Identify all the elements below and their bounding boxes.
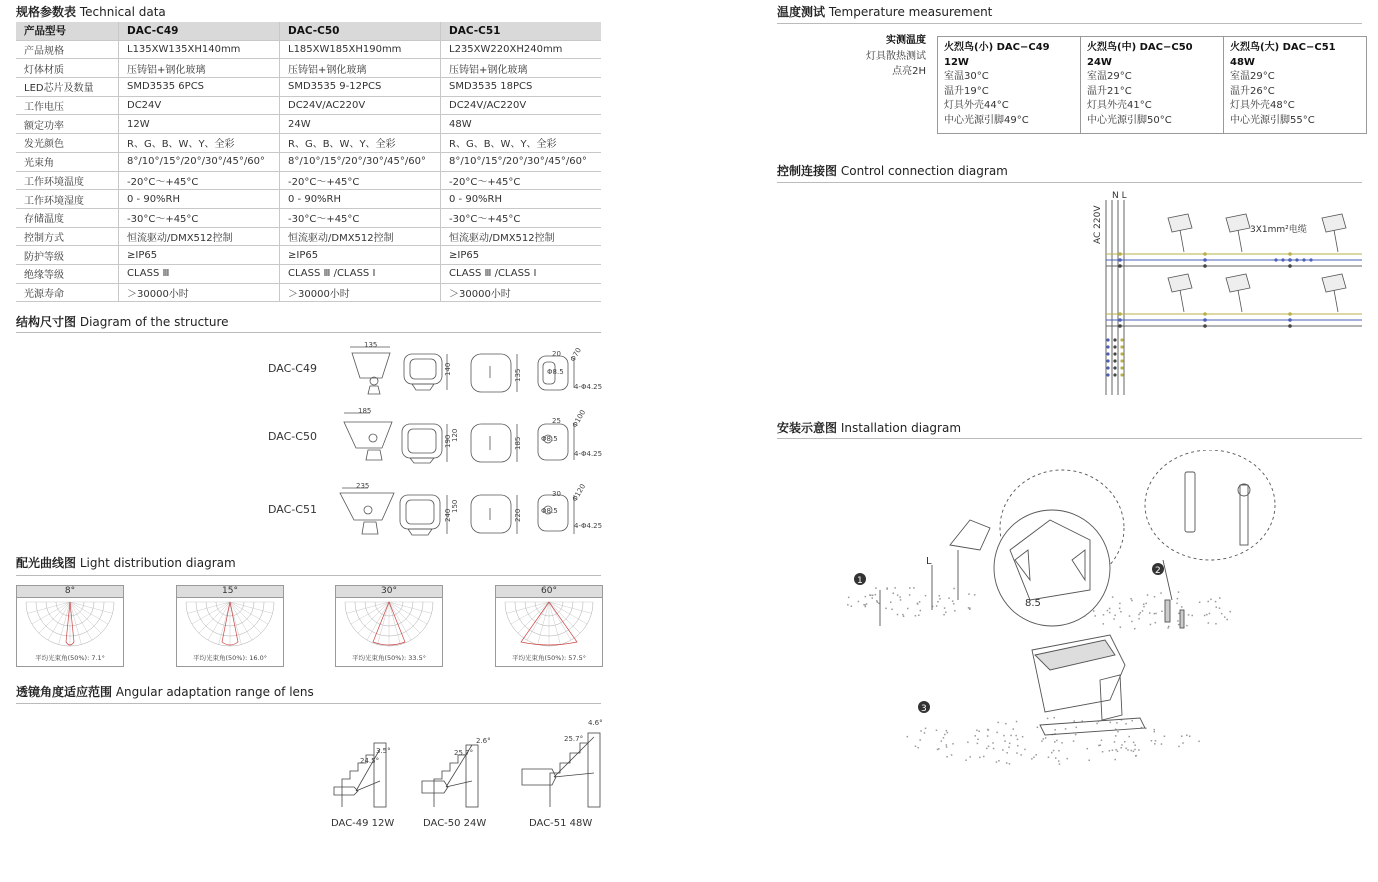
temp-line: 灯具外壳44°C <box>944 100 1009 112</box>
table-cell: -20°C～+45°C <box>441 171 602 190</box>
table-cell: 8°/10°/15°/20°/30°/45°/60° <box>119 152 280 171</box>
table-cell: R、G、B、W、Y、全彩 <box>280 134 441 153</box>
table-cell: 12W <box>119 115 280 134</box>
dim-label: Φ8.5 <box>541 435 558 443</box>
light-dist-chart <box>335 585 443 667</box>
temp-col <box>1224 37 1367 134</box>
beam-angle-label: 60° <box>496 586 602 598</box>
row-label: 灯体材质 <box>16 59 119 78</box>
table-cell: -30°C～+45°C <box>441 208 602 227</box>
table-header-row <box>16 22 601 40</box>
row-label: LED芯片及数量 <box>16 78 119 97</box>
dim-label: 4-Φ4.25 <box>574 522 603 530</box>
dim-label: 240 <box>444 508 452 522</box>
depth-label: L <box>926 556 932 567</box>
table-cell: SMD3535 9-12PCS <box>280 78 441 97</box>
lens-angle: 4.6° <box>588 719 603 727</box>
table-cell: R、G、B、W、Y、全彩 <box>119 134 280 153</box>
table-cell: 8°/10°/15°/20°/30°/45°/60° <box>441 152 602 171</box>
row-label: 控制方式 <box>16 227 119 246</box>
table-cell: ≥IP65 <box>441 246 602 265</box>
header-cell: 产品型号 <box>16 22 119 40</box>
model-label: DAC-C49 <box>268 362 317 375</box>
table-row <box>16 190 601 209</box>
row-label: 存储温度 <box>16 208 119 227</box>
dim-label: 235 <box>356 482 370 490</box>
lens-title: 透镜角度适应范围 Angular adaptation range of lens <box>16 685 314 699</box>
temp-line: 中心光源引脚55°C <box>1230 114 1315 126</box>
dim-label: 30 <box>552 490 561 498</box>
table-cell: 48W <box>441 115 602 134</box>
row-label: 工作电压 <box>16 96 119 115</box>
header-cell: DAC-C49 <box>119 22 280 40</box>
step-number: 1 <box>857 576 863 586</box>
temp-line: 中心光源引脚50°C <box>1087 114 1172 126</box>
dim-label: Φ8.5 <box>541 507 558 515</box>
dim-label: 190 <box>444 434 452 448</box>
beam-caption: 平均光束角(50%): 57.5° <box>512 654 586 662</box>
divider <box>777 438 1362 439</box>
row-label: 工作环境温度 <box>16 171 119 190</box>
table-cell: 0 - 90%RH <box>280 190 441 209</box>
divider <box>16 703 601 704</box>
temp-col-head: 火烈鸟(大) DAC−C51 48W <box>1230 42 1336 68</box>
temp-line: 温升21°C <box>1087 85 1132 97</box>
divider <box>16 575 601 576</box>
tech-title: 规格参数表 Technical data <box>16 5 166 19</box>
table-cell: DC24V <box>119 96 280 115</box>
divider <box>16 332 601 333</box>
polar-plot <box>17 598 123 648</box>
light-dist-chart <box>495 585 603 667</box>
table-row <box>16 40 601 59</box>
table-cell: 恒流驱动/DMX512控制 <box>119 227 280 246</box>
table-cell: CLASS Ⅲ /CLASS Ⅰ <box>441 264 602 283</box>
temp-line: 室温30°C <box>944 71 989 83</box>
table-row <box>16 78 601 97</box>
row-label: 绝缘等级 <box>16 264 119 283</box>
structure-title: 结构尺寸图 Diagram of the structure <box>16 315 229 329</box>
dim-label: 135 <box>514 368 522 382</box>
structure-drawings <box>330 338 610 538</box>
table-cell: -20°C～+45°C <box>119 171 280 190</box>
table-row <box>16 283 601 302</box>
control-title: 控制连接图 Control connection diagram <box>777 164 1008 178</box>
dim-label: 120 <box>451 428 459 442</box>
table-cell: -30°C～+45°C <box>119 208 280 227</box>
table-cell: 恒流驱动/DMX512控制 <box>441 227 602 246</box>
temp-title: 温度测试 Temperature measurement <box>777 5 993 19</box>
table-cell: 恒流驱动/DMX512控制 <box>280 227 441 246</box>
dim-label: 20 <box>552 350 561 358</box>
beam-angle-label: 30° <box>336 586 442 598</box>
lens-caption: DAC-50 24W <box>423 818 487 829</box>
polar-plot <box>177 598 283 648</box>
temp-line: 中心光源引脚49°C <box>944 114 1029 126</box>
row-label: 产品规格 <box>16 40 119 59</box>
table-cell: -20°C～+45°C <box>280 171 441 190</box>
table-cell: ＞30000小时 <box>441 283 602 302</box>
table-cell: 0 - 90%RH <box>441 190 602 209</box>
dim-label: 185 <box>358 407 372 415</box>
table-cell: 0 - 90%RH <box>119 190 280 209</box>
dim-label: Φ100 <box>570 408 588 429</box>
beam-caption: 平均光束角(50%): 33.5° <box>352 654 426 662</box>
temp-table <box>937 36 1367 134</box>
divider <box>777 23 1362 24</box>
table-cell: 24W <box>280 115 441 134</box>
table-cell: 压铸铝+钢化玻璃 <box>441 59 602 78</box>
table-cell: SMD3535 18PCS <box>441 78 602 97</box>
dim-label: 4-Φ4.25 <box>574 383 603 391</box>
dim-label: 4-Φ4.25 <box>574 450 603 458</box>
table-cell: L235XW220XH240mm <box>441 40 602 59</box>
row-label: 光束角 <box>16 152 119 171</box>
lens-angle: 25.7° <box>454 749 474 757</box>
temp-side-line: 点亮2H <box>892 66 926 77</box>
table-row <box>16 152 601 171</box>
light-title: 配光曲线图 Light distribution diagram <box>16 556 236 570</box>
table-cell: L185XW185XH190mm <box>280 40 441 59</box>
table-cell: ≥IP65 <box>119 246 280 265</box>
temp-col <box>938 37 1081 134</box>
temp-side-line: 灯具散热测试 <box>866 50 926 62</box>
step-number: 3 <box>921 704 927 714</box>
temp-line: 室温29°C <box>1230 71 1275 83</box>
row-label: 额定功率 <box>16 115 119 134</box>
dim-label: 150 <box>451 499 459 513</box>
beam-angle-label: 8° <box>17 586 123 598</box>
table-cell: L135XW135XH140mm <box>119 40 280 59</box>
install-title: 安装示意图 Installation diagram <box>777 421 962 435</box>
tech-table <box>16 22 601 302</box>
lens-angle: 2.6° <box>476 737 491 745</box>
light-dist-chart <box>176 585 284 667</box>
table-row <box>16 171 601 190</box>
dim-label: Φ70 <box>568 346 583 363</box>
table-row <box>16 134 601 153</box>
polar-plot <box>496 598 602 648</box>
installation-diagram <box>840 450 1290 770</box>
table-cell: ＞30000小时 <box>280 283 441 302</box>
dimension-label: 8.5 <box>1025 598 1041 609</box>
beam-angle-label: 15° <box>177 586 283 598</box>
beam-caption: 平均光束角(50%): 16.0° <box>193 654 267 662</box>
model-label: DAC-C51 <box>268 503 317 516</box>
light-dist-chart <box>16 585 124 667</box>
table-row <box>16 208 601 227</box>
lens-diagrams <box>330 715 605 815</box>
table-cell: DC24V/AC220V <box>441 96 602 115</box>
row-label: 发光颜色 <box>16 134 119 153</box>
beam-caption: 平均光束角(50%): 7.1° <box>35 654 105 662</box>
control-diagram <box>1090 190 1370 398</box>
table-cell: 压铸铝+钢化玻璃 <box>280 59 441 78</box>
row-label: 光源寿命 <box>16 283 119 302</box>
temp-col-head: 火烈鸟(中) DAC−C50 24W <box>1087 42 1193 68</box>
voltage-label: AC 220V <box>1093 205 1103 244</box>
table-row <box>16 264 601 283</box>
table-row <box>16 59 601 78</box>
row-label: 工作环境湿度 <box>16 190 119 209</box>
temp-side-heading: 实测温度 <box>886 35 926 46</box>
table-cell: CLASS Ⅲ <box>119 264 280 283</box>
table-cell: -30°C～+45°C <box>280 208 441 227</box>
temp-side-labels <box>840 33 926 80</box>
table-cell: R、G、B、W、Y、全彩 <box>441 134 602 153</box>
polar-plot <box>336 598 442 648</box>
table-row <box>16 246 601 265</box>
table-row <box>16 96 601 115</box>
header-cell: DAC-C50 <box>280 22 441 40</box>
table-row <box>16 115 601 134</box>
table-row <box>16 227 601 246</box>
header-cell: DAC-C51 <box>441 22 602 40</box>
lens-angle: 24.5° <box>360 757 380 765</box>
table-cell: ＞30000小时 <box>119 283 280 302</box>
table-cell: DC24V/AC220V <box>280 96 441 115</box>
cable-label: 3X1mm²电缆 <box>1250 225 1307 235</box>
temp-line: 灯具外壳48°C <box>1230 100 1295 112</box>
nl-label: N L <box>1112 191 1127 201</box>
temp-col-head: 火烈鸟(小) DAC−C49 12W <box>944 42 1050 68</box>
lens-angle: 3.5° <box>376 747 391 755</box>
row-label: 防护等级 <box>16 246 119 265</box>
dim-label: 25 <box>552 417 561 425</box>
dim-label: 140 <box>444 362 452 376</box>
divider <box>777 182 1362 183</box>
dim-label: Φ8.5 <box>547 368 564 376</box>
temp-line: 温升26°C <box>1230 85 1275 97</box>
model-label: DAC-C50 <box>268 430 317 443</box>
table-cell: 8°/10°/15°/20°/30°/45°/60° <box>280 152 441 171</box>
dim-label: Φ120 <box>570 482 588 503</box>
temp-line: 灯具外壳41°C <box>1087 100 1152 112</box>
dim-label: 135 <box>364 341 378 349</box>
lens-caption: DAC-49 12W <box>331 818 395 829</box>
lens-caption: DAC-51 48W <box>529 818 593 829</box>
temp-line: 温升19°C <box>944 85 989 97</box>
dim-label: 220 <box>514 508 522 522</box>
step-number: 2 <box>1155 566 1161 576</box>
temp-line: 室温29°C <box>1087 71 1132 83</box>
table-cell: 压铸铝+钢化玻璃 <box>119 59 280 78</box>
table-cell: SMD3535 6PCS <box>119 78 280 97</box>
lens-angle: 25.7° <box>564 735 584 743</box>
dim-label: 185 <box>514 436 522 450</box>
temp-col <box>1081 37 1224 134</box>
table-cell: ≥IP65 <box>280 246 441 265</box>
table-cell: CLASS Ⅲ /CLASS Ⅰ <box>280 264 441 283</box>
